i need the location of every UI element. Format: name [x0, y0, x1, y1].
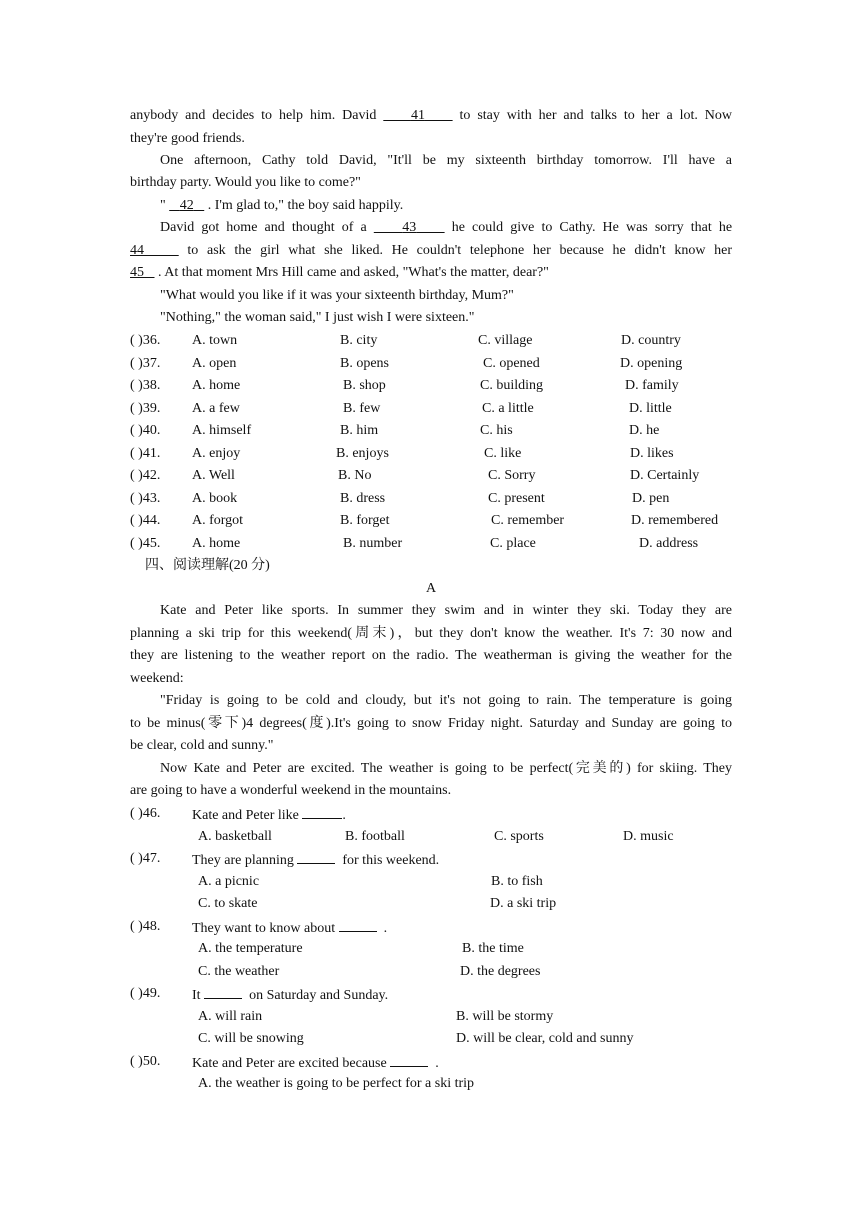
option-a[interactable]: A. open — [192, 356, 237, 371]
reading-line: Kate and Peter like sports. In summer they swim and in winter they ski. Today they are — [160, 603, 732, 618]
option-c[interactable]: C. opened — [483, 356, 540, 371]
option-a[interactable]: A. town — [192, 333, 238, 348]
passage-line: " 42 . I'm glad to," the boy said happily. — [160, 198, 404, 213]
option-c[interactable]: C. sports — [494, 829, 544, 844]
option-a[interactable]: A. home — [192, 378, 241, 393]
option-c[interactable]: C. Sorry — [488, 468, 536, 483]
passage-line: they're good friends. — [130, 131, 245, 146]
passage-line: birthday party. Would you like to come?" — [130, 175, 361, 190]
option-c[interactable]: C. place — [490, 536, 536, 551]
reading-line: are going to have a wonderful weekend in the mountains. — [130, 783, 452, 798]
passage-line: anybody and decides to help him. David 41 to stay with her and talks to her a lot. Now — [130, 108, 733, 123]
option-d[interactable]: D. remembered — [631, 513, 719, 528]
blank-44: 44 — [130, 243, 144, 258]
option-d[interactable]: D. the degrees — [460, 964, 541, 979]
answer-blank — [297, 848, 335, 864]
option-b[interactable]: B. city — [340, 333, 378, 348]
option-d[interactable]: D. pen — [632, 491, 670, 506]
part-label: A — [425, 581, 437, 596]
option-d[interactable]: D. likes — [630, 446, 674, 461]
option-b[interactable]: B. shop — [343, 378, 386, 393]
question-stem: They are planning for this weekend. — [192, 848, 439, 872]
reading-line: weekend: — [130, 671, 184, 686]
option-c[interactable]: C. to skate — [198, 896, 258, 911]
answer-blank — [302, 803, 342, 819]
option-d[interactable]: D. he — [629, 423, 660, 438]
reading-line: to be minus(零下)4 degrees(度).It's going to snow Friday night. Saturday and Sunday are going to — [130, 716, 732, 731]
option-c[interactable]: C. his — [480, 423, 513, 438]
option-d[interactable]: D. a ski trip — [490, 896, 557, 911]
option-d[interactable]: D. family — [625, 378, 679, 393]
question-stem: Kate and Peter like . — [192, 803, 346, 827]
answer-blank — [204, 983, 242, 999]
section-heading: 四、阅读理解(20 分) — [145, 558, 270, 573]
option-b[interactable]: B. enjoys — [336, 446, 389, 461]
option-a[interactable]: A. a few — [192, 401, 240, 416]
passage-line: David got home and thought of a 43 he could give to Cathy. He was sorry that he — [160, 220, 733, 235]
reading-line: "Friday is going to be cold and cloudy, but it's not going to rain. The temperature is going — [160, 693, 732, 708]
option-b[interactable]: B. few — [343, 401, 381, 416]
option-c[interactable]: C. village — [478, 333, 533, 348]
blank-41: 41 — [410, 108, 425, 123]
option-b[interactable]: B. football — [345, 829, 405, 844]
blank-43: 43 — [402, 220, 417, 235]
option-c[interactable]: C. a little — [482, 401, 534, 416]
option-a[interactable]: A. book — [192, 491, 238, 506]
option-c[interactable]: C. remember — [491, 513, 565, 528]
option-a[interactable]: A. home — [192, 536, 241, 551]
option-c[interactable]: C. will be snowing — [198, 1031, 304, 1046]
option-c[interactable]: C. the weather — [198, 964, 280, 979]
reading-line: Now Kate and Peter are excited. The weather is going to be perfect(完美的) for skiing. They — [160, 761, 732, 776]
option-a[interactable]: A. will rain — [198, 1009, 263, 1024]
option-b[interactable]: B. No — [338, 468, 372, 483]
option-d[interactable]: D. address — [639, 536, 699, 551]
option-a[interactable]: A. the weather is going to be perfect for a ski trip — [198, 1076, 475, 1091]
option-b[interactable]: B. to fish — [491, 874, 543, 889]
option-b[interactable]: B. dress — [340, 491, 386, 506]
reading-line: be clear, cold and sunny." — [130, 738, 274, 753]
exam-page: anybody and decides to help him. David 41 to stay with her and talks to her a lot. Now they're good friends. One afternoon, Cathy told David, "It'll be my sixteenth birthday tomorrow. I'll have a birthday party. Would you like to come?" " 42 . I'm glad to," the boy said happily. David got home and thought of a 43 he could give to Cathy. He was sorry that he 44 to ask the girl what she liked. He couldn't telephone her because he didn't know her 45 . At that moment Mrs Hill came and asked, "What's the matter, dear?" "What would you like if it was your sixteenth birthday, Mum?" "Nothing," the woman said," I just wish I were sixteen." ( )36. A. town B. city C. village D. country ( )37. A. open B. opens C. opened D. opening ( )38. A. home B. shop C. building D. family ( )39. A. a few B. few C. a little D. little ( )40. A. himself B. him C. his D. he ( )41. A. enjoy B. enjoys C. like D. likes ( )42. A. Well B. No C. Sorry D. Certainly ( )43. A. book B. dress C. present D. pen ( )44. A. forgot B. forget C. remember D. remembered ( )45. A. home B. number C. place D. address 四、阅读理解(20 分) A Kate and Peter like sports. In summer they swim and in winter they ski. Today they are planning a ski trip for this weekend(周末)，but they don't know the weather. It's 7: 30 now and they are listening to the weather report on the radio. The weatherman is giving the weather for the weekend: "Friday is going to be cold and cloudy, but it's not going to rain. The temperature is going to be minus(零下)4 degrees(度).It's going to snow Friday night. Saturday and Sunday are going to be clear, cold and sunny." Now Kate and Peter are excited. The weather is going to be perfect(完美的) for skiing. They are going to have a wonderful weekend in the mountains. ( )46. Kate and Peter like . A. basketball B. football C. sports D. music ( )47. They are planning for this weekend. A. a picnic B. to fish C. to skate D. a ski trip ( )48. They want to know about . A. the temperature B. the time C. the weather D. the degrees ( )49. It on Saturday and Sunday. A. will rain B. will be stormy C. will be snowing D. will be clear, cold and sunny ( )50. Kate and Peter are excited because . A. the weather is going to be perfect for a ski trip — [0, 0, 860, 1216]
option-b[interactable]: B. the time — [462, 941, 524, 956]
option-a[interactable]: A. basketball — [198, 829, 272, 844]
option-d[interactable]: D. will be clear, cold and sunny — [456, 1031, 634, 1046]
option-c[interactable]: C. building — [480, 378, 544, 393]
passage-line: "Nothing," the woman said," I just wish I were sixteen." — [160, 310, 475, 325]
question-stem: It on Saturday and Sunday. — [192, 983, 388, 1007]
option-a[interactable]: A. the temperature — [198, 941, 303, 956]
blank-45: 45 — [130, 265, 144, 280]
option-d[interactable]: D. music — [623, 829, 674, 844]
option-b[interactable]: B. forget — [340, 513, 390, 528]
answer-blank — [339, 916, 377, 932]
option-b[interactable]: B. him — [340, 423, 379, 438]
option-a[interactable]: A. himself — [192, 423, 252, 438]
option-b[interactable]: B. will be stormy — [456, 1009, 554, 1024]
option-c[interactable]: C. like — [484, 446, 522, 461]
passage-line: 45 . At that moment Mrs Hill came and asked, "What's the matter, dear?" — [130, 265, 549, 280]
option-d[interactable]: D. little — [629, 401, 672, 416]
reading-line: planning a ski trip for this weekend(周末)，but they don't know the weather. It's 7: 30 now and — [130, 626, 732, 641]
question-stem: They want to know about . — [192, 916, 387, 940]
option-b[interactable]: B. number — [343, 536, 403, 551]
option-b[interactable]: B. opens — [340, 356, 389, 371]
passage-line: 44 to ask the girl what she liked. He couldn't telephone her because he didn't know her — [130, 243, 732, 258]
question-stem: Kate and Peter are excited because . — [192, 1051, 439, 1075]
blank-42: 42 — [179, 198, 194, 213]
option-a[interactable]: A. a picnic — [198, 874, 260, 889]
option-a[interactable]: A. enjoy — [192, 446, 241, 461]
reading-line: they are listening to the weather report on the radio. The weatherman is giving the weather for the — [130, 648, 732, 663]
option-d[interactable]: D. opening — [620, 356, 683, 371]
passage-line: One afternoon, Cathy told David, "It'll be my sixteenth birthday tomorrow. I'll have a — [160, 153, 732, 168]
option-d[interactable]: D. Certainly — [630, 468, 700, 483]
option-a[interactable]: A. Well — [192, 468, 235, 483]
answer-blank — [390, 1051, 428, 1067]
option-c[interactable]: C. present — [488, 491, 545, 506]
option-a[interactable]: A. forgot — [192, 513, 244, 528]
passage-line: "What would you like if it was your sixteenth birthday, Mum?" — [160, 288, 514, 303]
option-d[interactable]: D. country — [621, 333, 681, 348]
